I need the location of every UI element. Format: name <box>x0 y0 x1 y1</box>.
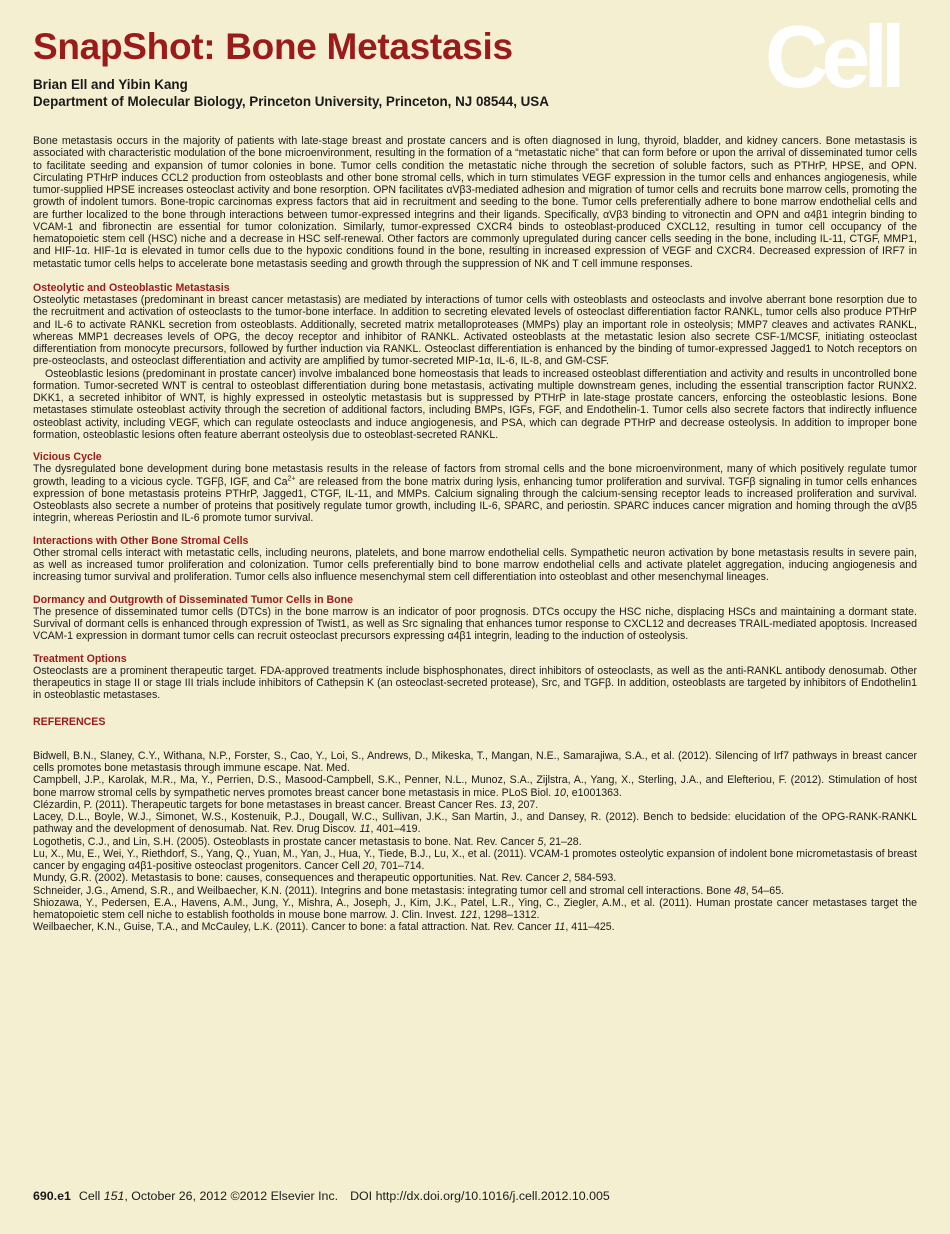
text-run: The dysregulated bone development during bone metastasis results in the release of factors from stromal cells and the bone microenvironment, many of which positively regulate tumor growth, leading to a vicious cycle. TGFβ, IGF, and Ca <box>33 463 917 488</box>
references-heading: REFERENCES <box>33 715 106 728</box>
article-body <box>33 135 917 934</box>
reference-text: Shiozawa, Y., Pedersen, E.A., Havens, A.M., Jung, Y., Mishra, A., Joseph, J., Kim, J.K., Patel, L.R., Ying, C., Ziegler, A.M., et al. (2011). Human prostate cancer metastases target the hematopoietic stem cell niche to establish footholds in mouse bone marrow. J. Clin. Invest. <box>33 896 917 921</box>
reference-item <box>33 811 917 836</box>
section-heading: Osteolytic and Osteoblastic Metastasis <box>33 281 230 294</box>
reference-list <box>33 750 917 934</box>
superscript: 2+ <box>287 474 296 482</box>
reference-pages: , 54–65. <box>745 884 785 897</box>
footer-details: , October 26, 2012 ©2012 Elsevier Inc. <box>124 1189 339 1203</box>
reference-volume: 121 <box>459 909 478 921</box>
reference-pages: , 584-593. <box>568 872 617 885</box>
reference-volume: 11 <box>359 823 371 836</box>
reference-item <box>33 872 917 884</box>
reference-text: Bidwell, B.N., Slaney, C.Y., Withana, N.P., Forster, S., Cao, Y., Loi, S., Andrews, D., Mikeska, T., Mangan, N.E., Samarajiwa, S.A., et al. (2012). Silencing of Irf7 pathways in breast cancer cells promotes bone metastasis through immune escape. Nat. Med. <box>33 749 917 774</box>
reference-volume: 5 <box>537 835 544 848</box>
reference-text: Lu, X., Mu, E., Wei, Y., Riethdorf, S., Yang, Q., Yuan, M., Yan, J., Hua, Y., Tiede, B.J., Lu, X., et al. (2011). VCAM-1 promotes osteolytic expansion of indolent bone micrometastasis of breast cancer by engaging α4β1-positive osteoclast progenitors. Cancer Cell <box>33 847 917 872</box>
reference-volume: 13 <box>499 798 512 811</box>
footer-doi: DOI http://dx.doi.org/10.1016/j.cell.2012.10.005 <box>350 1189 610 1203</box>
section-heading: Treatment Options <box>33 652 127 665</box>
reference-text: Logothetis, C.J., and Lin, S.H. (2005). Osteoblasts in prostate cancer metastasis to bone. Nat. Rev. Cancer <box>33 835 538 848</box>
footer-volume: 151 <box>103 1189 125 1203</box>
reference-item <box>33 885 917 897</box>
reference-text: Mundy, G.R. (2002). Metastasis to bone: causes, consequences and therapeutic opportunities. Nat. Rev. Cancer <box>33 872 563 885</box>
reference-volume: 11 <box>554 921 566 934</box>
authors: Brian Ell and Yibin Kang <box>33 77 188 92</box>
reference-pages: , 411–425. <box>565 921 615 934</box>
reference-text: Clézardin, P. (2011). Therapeutic targets for bone metastases in breast cancer. Breast Cancer Res. <box>33 798 500 811</box>
reference-pages: , 701–714. <box>374 860 425 872</box>
page-number: 690.e1 <box>33 1189 71 1203</box>
intro-paragraph: Bone metastasis occurs in the majority of patients with late-stage breast and prostate cancers and is often diagnosed in lung, thyroid, bladder, and kidney cancers. Bone metastasis is associated with characteristic modulation of the bone microenvironment, resulting in the formation of a “metastatic niche” that can form before or upon the arrival of disseminated tumor cells to facilitate seeding and expansion of tumor colonies in bone. Tumor cells condition the metastatic niche through the secretion of soluble factors, such as PTHrP, HPSE, and OPN. Circulating PTHrP induces CCL2 production from osteoblasts and other bone stromal cells, which in turn stimulates VEGF expression in the tumor cells and enhances angiogenesis, while tumor-supplied HPSE increases osteoclast activity and bone resorption. OPN facilitates αVβ3-mediated adhesion and migration of tumor cells and recruits bone marrow cells, promoting the growth of indolent tumors. Bone-tropic carcinomas express factors that aid in recruitment and seeding to the bone. Tumor cells preferentially adhere to bone marrow endothelial cells and are further localized to the bone through interactions between tumor-expressed integrins and their ligands. Specifically, αVβ3 binding to vitronectin and OPN and α4β1 integrin binding to VCAM-1 and fibronectin are essential for tumor colonization. Similarly, tumor-expressed CXCR4 binds to osteoblast-produced CXCL12, resulting in tumor cell occupancy of the hematopoietic stem cell (HSC) niche and a decrease in HSC self-renewal. Other factors are commonly upregulated during cancer cells seeding in the bone, including IL-11, CTGF, MMP1, and HIF-1α. HIF-1α is elevated in tumor cells due to the hypoxic conditions found in the bone, resulting in increased expression of VEGF and CXCR4. Decreased expression of IRF7 in metastatic tumor cells helps to accelerate bone metastasis seeding and growth through the suppression of NK and T cell immune responses. <box>33 135 917 270</box>
reference-item <box>33 799 917 811</box>
footer-journal: Cell <box>78 1189 104 1203</box>
reference-pages: , 1298–1312. <box>477 909 540 921</box>
journal-logo: Cell <box>765 7 899 106</box>
page-footer <box>33 1189 610 1203</box>
section-paragraph: Osteoclasts are a prominent therapeutic target. FDA-approved treatments include bisphosphonates, direct inhibitors of osteoclasts, as well as the anti-RANKL antibody denosumab. Other therapeutics in stage II or stage III trials include inhibitors of Cathepsin K (an osteoclast-secreted protease), Src, and TGFβ. In addition, osteoblasts are targeted by inhibitors of Endothelin1 in osteoblastic metastases. <box>33 664 917 702</box>
reference-item <box>33 750 917 775</box>
author-block <box>33 76 549 110</box>
reference-item <box>33 774 917 799</box>
section-paragraph: The presence of disseminated tumor cells (DTCs) in the bone marrow is an indicator of poor prognosis. DTCs occupy the HSC niche, displacing HSCs and maintaining a dormant state. Survival of dormant cells is enhanced through expression of Twist1, as well as Src signaling that enhances tumor response to CXCL12 and decreases TRAIL-mediated apoptosis. Increased VCAM-1 expression in dormant tumor cells can recruit osteoclast precursors expressing α4β1 integrin, leading to the induction of osteolysis. <box>33 605 917 643</box>
reference-item <box>33 836 917 848</box>
reference-item <box>33 897 917 922</box>
reference-volume: 2 <box>562 872 569 885</box>
reference-item <box>33 848 917 873</box>
reference-pages: , 207. <box>511 798 539 811</box>
reference-text: Weilbaecher, K.N., Guise, T.A., and McCauley, L.K. (2011). Cancer to bone: a fatal attraction. Nat. Rev. Cancer <box>33 921 555 934</box>
section-paragraph: Osteolytic metastases (predominant in breast cancer metastasis) are mediated by interactions of tumor cells with osteoblasts and osteoclasts and involve aberrant bone resorption due to the recruitment and activation of osteoclasts to the tumor-bone interface. In addition to secreting elevated levels of osteoclast differentiation factor RANKL, tumor cells also produce PTHrP and IL-6 to activate RANKL secretion from osteoblasts. Additionally, secreted matrix metalloproteases (MMPs) play an important role in osteolysis; MMP7 cleaves and activates RANKL, whereas MMP1 decreases levels of OPG, the decoy receptor and inhibitor of RANKL. Activated osteoblasts at the metastatic lesion also secrete CSF-1/MCSF, initiating osteoclast differentiation from monocyte precursors, followed by further induction via RANKL. Osteoclast differentiation is enhanced by the binding of tumor-expressed Jagged1 to Notch receptors on pre-osteoclasts, and osteoclast differentiation and activity are amplified by tumor-secreted MIP-1α, IL-6, IL-8, and GM-CSF. <box>33 294 917 368</box>
affiliation: Department of Molecular Biology, Princeton University, Princeton, NJ 08544, USA <box>33 94 549 109</box>
section-heading: Vicious Cycle <box>33 451 102 463</box>
reference-volume: 20 <box>362 860 375 872</box>
section-paragraph <box>33 463 917 524</box>
reference-text: Lacey, D.L., Boyle, W.J., Simonet, W.S., Kostenuik, P.J., Dougall, W.C., Sullivan, J.K., San Martin, J., and Dansey, R. (2012). Bench to bedside: elucidation of the OPG-RANK-RANKL pathway and the development of denosumab. Nat. Rev. Drug Discov. <box>33 811 917 836</box>
reference-text: Campbell, J.P., Karolak, M.R., Ma, Y., Perrien, D.S., Masood-Campbell, S.K., Penner, N.L., Munoz, S.A., Zijlstra, A., Yang, X., Sterling, J.A., and Elefteriou, F. (2012). Stimulation of host bone marrow stromal cells by sympathetic nerves promotes breast cancer bone metastasis in mice. PLoS Biol. <box>33 774 917 799</box>
reference-item <box>33 921 917 933</box>
reference-text: Schneider, J.G., Amend, S.R., and Weilbaecher, K.N. (2011). Integrins and bone metastasis: integrating tumor cell and stromal cell interactions. Bone <box>33 884 734 897</box>
page-title: SnapShot: Bone Metastasis <box>33 26 513 67</box>
section-paragraph: Osteoblastic lesions (predominant in prostate cancer) involve imbalanced bone homeostasis that leads to increased osteoblast differentiation and activity and results in uncontrolled bone formation. Tumor-secreted WNT is central to osteoblast differentiation during bone metastasis, activating multiple downstream genes, including the essential transcription factor RUNX2. DKK1, a secreted inhibitor of WNT, is highly expressed in osteolytic metastasis but is suppressed by PTHrP in late-stage prostate cancers, enforcing the osteoblastic lesions. Bone metastases stimulate osteoblast activity through the secretion of additional factors, including BMPs, IGFs, FGF, and Endothelin-1. Tumor cells also secrete factors that indirectly influence osteoblast activity, including VEGF, which can regulate osteoclasts and induce angiogenesis, and PSA, which can degrade PTHrP and decrease osteolysis. In addition to improper bone formation, osteoblastic lesions often feature aberrant osteolysis due to osteoblast-secreted RANKL. <box>33 367 917 441</box>
reference-pages: , 401–419. <box>370 823 421 836</box>
reference-volume: 48 <box>733 884 746 897</box>
reference-pages: , 21–28. <box>543 835 582 848</box>
section-heading: Interactions with Other Bone Stromal Cells <box>33 534 249 547</box>
reference-volume: 10 <box>554 786 566 799</box>
reference-pages: , e1001363. <box>565 786 622 799</box>
text-run: are released from the bone matrix during lysis, enhancing tumor proliferation and survival. TGFβ signaling in tumor cells enhances expression of bone metastasis proteins PTHrP, Jagged1, CTGF, IL-11, and MMPs. Calcium signaling through the calcium-sensing receptor leads to increased proliferation and survival. Osteoblasts also secrete a number of proteins that positively regulate tumor growth, including IL-6, SPARC, and periostin. SPARC induces cancer migration and homing through the αVβ5 integrin, whereas Periostin and IL-6 promote tumor survival. <box>33 475 917 525</box>
section-heading: Dormancy and Outgrowth of Disseminated Tumor Cells in Bone <box>33 593 354 606</box>
section-paragraph: Other stromal cells interact with metastatic cells, including neurons, platelets, and bone marrow endothelial cells. Sympathetic neuron activation by bone metastasis results in severe pain, as well as increased tumor proliferation and colonization. Tumor cells preferentially bind to bone marrow endothelial cells and activate platelet aggregation, inducing angiogenesis and increasing tumor survival and proliferation. Tumor cells also influence mesenchymal stem cell differentiation into osteoblast and other mesenchymal lineages. <box>33 546 917 584</box>
